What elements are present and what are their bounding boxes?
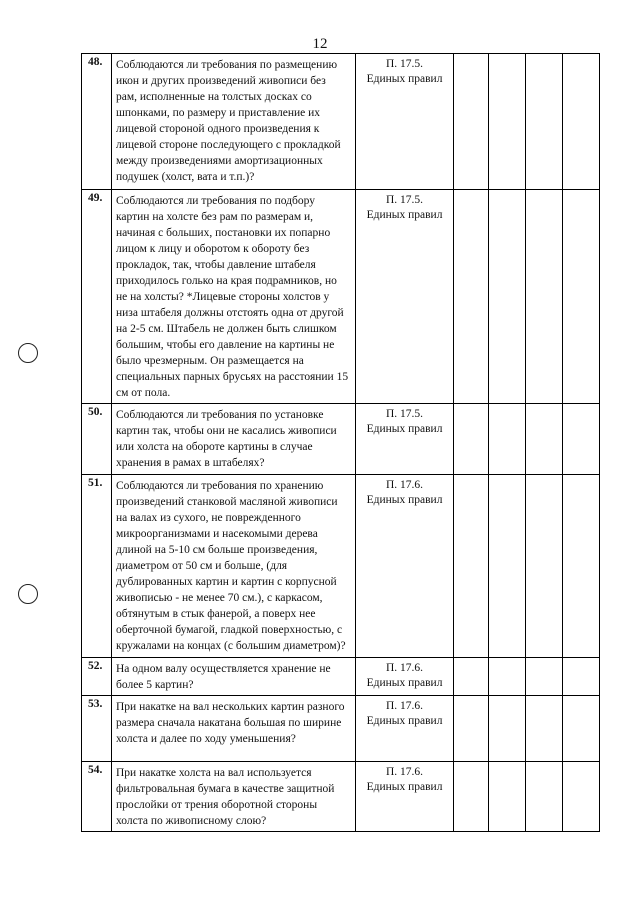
reference-clause: П. 17.6. <box>385 479 424 491</box>
table-row <box>82 762 600 832</box>
question-text: Соблюдаются ли требования по размещению икон и других произведений живописи без рам, исполненные на толстых досках со шпонками, по размеру и приставление их лицевой стороной одного произведения к лицевой стороне последующего с прокладкой между произведениями амортизационных подушек (холст, вата и т.п.)? <box>112 54 356 190</box>
reference-clause: П. 17.6. <box>385 662 424 674</box>
answer-cell[interactable] <box>454 475 489 658</box>
answer-cell[interactable] <box>563 475 600 658</box>
reference-cell <box>356 404 454 475</box>
answer-cell[interactable] <box>563 696 600 762</box>
row-number: 50. <box>82 404 112 475</box>
question-text: Соблюдаются ли требования по подбору картин на холсте без рам по размерам и, начиная с больших, постановки их попарно лицом к лицу и оборотом к обороту без прокладок, так, чтобы давление штабеля приходилось голько на края подрамников, но не на холсты? *Лицевые стороны холстов у низа штабеля должны отстоять одна от другой на 2-5 см. Штабель не должен быть слишком большим, чтобы его давление на картины не было чрезмерным. Он размещается на специальных парных брусьях на расстоянии 15 см от пола. <box>112 190 356 404</box>
reference-cell <box>356 696 454 762</box>
question-text: Соблюдаются ли требования по установке картин так, чтобы они не касались живописи или холста на обороте картины в случае хранения в рамах в штабелях? <box>112 404 356 475</box>
table-row <box>82 404 600 475</box>
answer-cell[interactable] <box>454 190 489 404</box>
table-row <box>82 696 600 762</box>
answer-cell[interactable] <box>526 54 563 190</box>
page-number: 12 <box>312 36 328 52</box>
reference-document: Единых правил <box>366 494 443 506</box>
answer-cell[interactable] <box>563 404 600 475</box>
question-text: При накатке на вал нескольких картин разного размера сначала накатана большая по ширине холста и далее по ходу уменьшения? <box>112 696 356 762</box>
answer-cell[interactable] <box>489 696 526 762</box>
reference-document: Единых правил <box>366 781 443 793</box>
punch-hole-icon <box>18 584 38 604</box>
answer-cell[interactable] <box>563 762 600 832</box>
reference-clause: П. 17.6. <box>385 766 424 778</box>
reference-cell <box>356 190 454 404</box>
answer-cell[interactable] <box>526 696 563 762</box>
row-number: 54. <box>82 762 112 832</box>
answer-cell[interactable] <box>489 475 526 658</box>
answer-cell[interactable] <box>454 404 489 475</box>
question-text: На одном валу осуществляется хранение не более 5 картин? <box>112 658 356 696</box>
answer-cell[interactable] <box>454 696 489 762</box>
answer-cell[interactable] <box>526 190 563 404</box>
answer-cell[interactable] <box>454 762 489 832</box>
answer-cell[interactable] <box>526 404 563 475</box>
answer-cell[interactable] <box>454 54 489 190</box>
reference-clause: П. 17.5. <box>385 408 424 420</box>
reference-clause: П. 17.5. <box>385 58 424 70</box>
table-row <box>82 658 600 696</box>
reference-cell <box>356 762 454 832</box>
table-row <box>82 54 600 190</box>
answer-cell[interactable] <box>526 475 563 658</box>
question-text: При накатке холста на вал используется фильтровальная бумага в качестве защитной прослойки от трения оборотной стороны холста по живописному слою? <box>112 762 356 832</box>
reference-cell <box>356 658 454 696</box>
table-row <box>82 475 600 658</box>
reference-document: Единых правил <box>366 423 443 435</box>
checklist-table <box>81 53 600 832</box>
answer-cell[interactable] <box>563 190 600 404</box>
answer-cell[interactable] <box>526 658 563 696</box>
punch-hole-icon <box>18 343 38 363</box>
answer-cell[interactable] <box>454 658 489 696</box>
row-number: 48. <box>82 54 112 190</box>
reference-clause: П. 17.5. <box>385 194 424 206</box>
answer-cell[interactable] <box>489 762 526 832</box>
answer-cell[interactable] <box>489 54 526 190</box>
row-number: 49. <box>82 190 112 404</box>
answer-cell[interactable] <box>526 762 563 832</box>
table-row <box>82 190 600 404</box>
answer-cell[interactable] <box>489 658 526 696</box>
reference-cell <box>356 54 454 190</box>
row-number: 53. <box>82 696 112 762</box>
answer-cell[interactable] <box>563 54 600 190</box>
answer-cell[interactable] <box>563 658 600 696</box>
reference-clause: П. 17.6. <box>385 700 424 712</box>
row-number: 51. <box>82 475 112 658</box>
reference-document: Единых правил <box>366 209 443 221</box>
answer-cell[interactable] <box>489 404 526 475</box>
row-number: 52. <box>82 658 112 696</box>
reference-document: Единых правил <box>366 73 443 85</box>
question-text: Соблюдаются ли требования по хранению произведений станковой масляной живописи на валах из сухого, не поврежденного микроорганизмами и насекомыми дерева длиной на 5-10 см больше произведения, диаметром от 50 см и больше, (для дублированных картин и картин с корпусной живописью - не менее 70 см.), с каркасом, обтянутым в стык фанерой, а поверх нее оберточной бумагой, гладкой поверхностью, с кружалами на концах (с большим диаметром)? <box>112 475 356 658</box>
answer-cell[interactable] <box>489 190 526 404</box>
reference-document: Единых правил <box>366 715 443 727</box>
reference-document: Единых правил <box>366 677 443 689</box>
reference-cell <box>356 475 454 658</box>
